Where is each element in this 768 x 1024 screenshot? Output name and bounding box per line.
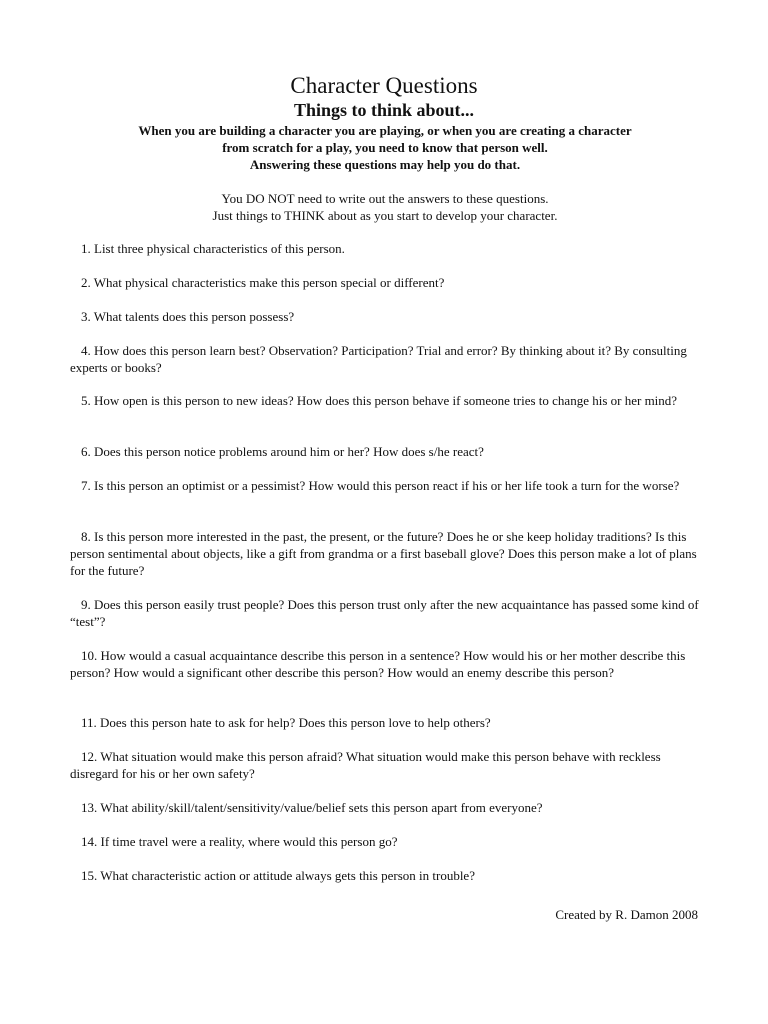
question-item: 15. What characteristic action or attitude always gets this person in trouble? xyxy=(81,868,475,883)
question-item: 3. What talents does this person possess? xyxy=(81,309,295,324)
instructions-note xyxy=(90,190,680,224)
page-title: Character Questions xyxy=(290,73,478,98)
intro-line: Answering these questions may help you do that. xyxy=(249,157,521,172)
page-subtitle: Things to think about... xyxy=(293,100,475,120)
note-line: Just things to THINK about as you start to develop your character. xyxy=(212,208,558,223)
note-line: You DO NOT need to write out the answers to these questions. xyxy=(221,191,549,206)
question-item: 12. What situation would make this person afraid? What situation would make this person behave with reckless disregard for his or her own safety? xyxy=(70,749,661,781)
question-item: 13. What ability/skill/talent/sensitivity/value/belief sets this person apart from everyone? xyxy=(81,800,543,815)
question-item: 7. Is this person an optimist or a pessimist? How would this person react if his or her life took a turn for the worse? xyxy=(81,478,680,493)
question-item: 6. Does this person notice problems around him or her? How does s/he react? xyxy=(81,444,484,459)
intro-line: from scratch for a play, you need to know that person well. xyxy=(222,140,548,155)
intro-paragraph xyxy=(90,122,680,173)
question-item: 8. Is this person more interested in the past, the present, or the future? Does he or she keep holiday traditions? Is this person sentimental about objects, like a gift from grandma or a first baseball glove? Does this person make a lot of plans for the future? xyxy=(70,529,697,578)
question-item: 4. How does this person learn best? Observation? Participation? Trial and error? By thinking about it? By consulting experts or books? xyxy=(70,343,687,375)
question-item: 9. Does this person easily trust people? Does this person trust only after the new acquaintance has passed some kind of “test”? xyxy=(70,597,699,629)
intro-line: When you are building a character you are playing, or when you are creating a character xyxy=(138,123,632,138)
author-credit: Created by R. Damon 2008 xyxy=(555,907,698,922)
question-item: 10. How would a casual acquaintance describe this person in a sentence? How would his or her mother describe this person? How would a significant other describe this person? How would an enemy describe this person? xyxy=(70,648,686,680)
question-item: 11. Does this person hate to ask for help? Does this person love to help others? xyxy=(81,715,491,730)
question-item: 2. What physical characteristics make this person special or different? xyxy=(81,275,445,290)
question-item: 1. List three physical characteristics of this person. xyxy=(81,241,345,256)
question-item: 5. How open is this person to new ideas? How does this person behave if someone tries to change his or her mind? xyxy=(81,393,678,408)
question-item: 14. If time travel were a reality, where would this person go? xyxy=(81,834,398,849)
